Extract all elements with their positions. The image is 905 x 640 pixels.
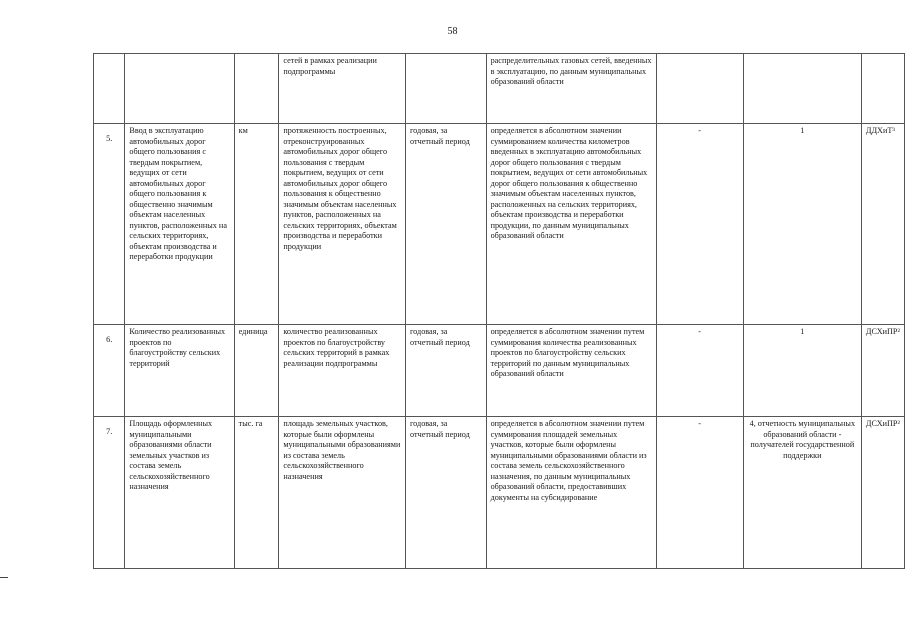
indicator-name xyxy=(125,54,234,124)
row-number: 6. xyxy=(94,325,125,417)
calculation-method: распределительных газовых сетей, введенных в эксплуатацию, по данным муниципальных образований области xyxy=(486,54,656,124)
responsible xyxy=(861,54,904,124)
page-number: 58 xyxy=(447,26,458,37)
margin-mark xyxy=(0,577,8,578)
calculation-method: определяется в абсолютном значении путем суммирования площадей земельных участков, которые были оформлены муниципальными образованиями области из состава земель сельскохозяйственного назначения, по данным муниципальных образований области, предоставивших документы на субсидирование xyxy=(486,417,656,569)
calculation-method: определяется в абсолютном значении суммированием количества километров введенных в эксплуатацию автомобильных дорог общего пользования с твердым покрытием, ведущих от сети автомобильных дорог общего пользования к общественно значимым объектам населенных пунктов, расположенных на сельских территориях, объектам производства и переработки продукции, по данным муниципальных образований области xyxy=(486,124,656,325)
table-row xyxy=(94,54,905,124)
target-value xyxy=(743,54,861,124)
periodicity: годовая, за отчетный период xyxy=(406,325,487,417)
base-value: - xyxy=(656,325,743,417)
indicator-name: Ввод в эксплуатацию автомобильных дорог общего пользования с твердым покрытием, ведущих от сети автомобильных дорог общего пользования к общественно значимым объектам населенных пунктов, расположенных на сельских территориях, объектам производства и переработки продукции xyxy=(125,124,234,325)
row-number: 5. xyxy=(94,124,125,325)
indicator-name: Количество реализованных проектов по благоустройству сельских территорий xyxy=(125,325,234,417)
unit: тыс. га xyxy=(234,417,279,569)
calculation-method: определяется в абсолютном значении путем суммирования количества реализованных проектов по благоустройству сельских территорий по данным муниципальных образований области xyxy=(486,325,656,417)
base-value: - xyxy=(656,417,743,569)
periodicity: годовая, за отчетный период xyxy=(406,124,487,325)
responsible: ДСХиПР² xyxy=(861,417,904,569)
periodicity: годовая, за отчетный период xyxy=(406,417,487,569)
unit: км xyxy=(234,124,279,325)
indicators-table xyxy=(93,53,905,569)
row-number: 7. xyxy=(94,417,125,569)
unit xyxy=(234,54,279,124)
responsible: ДСХиПР² xyxy=(861,325,904,417)
indicator-name: Площадь оформленных муниципальными образованиями области земельных участков из состава земель сельскохозяйственного назначения xyxy=(125,417,234,569)
indicator-definition: сетей в рамках реализации подпрограммы xyxy=(279,54,406,124)
target-value: 4, отчетность муниципальных образований области - получателей государственной поддержки xyxy=(743,417,861,569)
table-row xyxy=(94,124,905,325)
base-value xyxy=(656,54,743,124)
responsible: ДДХиТ³ xyxy=(861,124,904,325)
target-value: 1 xyxy=(743,325,861,417)
row-number xyxy=(94,54,125,124)
indicator-definition: протяженность построенных, отреконструированных автомобильных дорог общего пользования с твердым покрытием, ведущих от сети автомобильных дорог общего пользования к общественно значимым объектам населенных пунктов, расположенных на сельских территориях, объектам производства и переработки продукции xyxy=(279,124,406,325)
unit: единица xyxy=(234,325,279,417)
base-value: - xyxy=(656,124,743,325)
periodicity xyxy=(406,54,487,124)
indicator-definition: площадь земельных участков, которые были оформлены муниципальными образованиями из состава земель сельскохозяйственного назначения xyxy=(279,417,406,569)
target-value: 1 xyxy=(743,124,861,325)
table-row xyxy=(94,417,905,569)
table-row xyxy=(94,325,905,417)
indicator-definition: количество реализованных проектов по благоустройству сельских территорий в рамках реализации подпрограммы xyxy=(279,325,406,417)
